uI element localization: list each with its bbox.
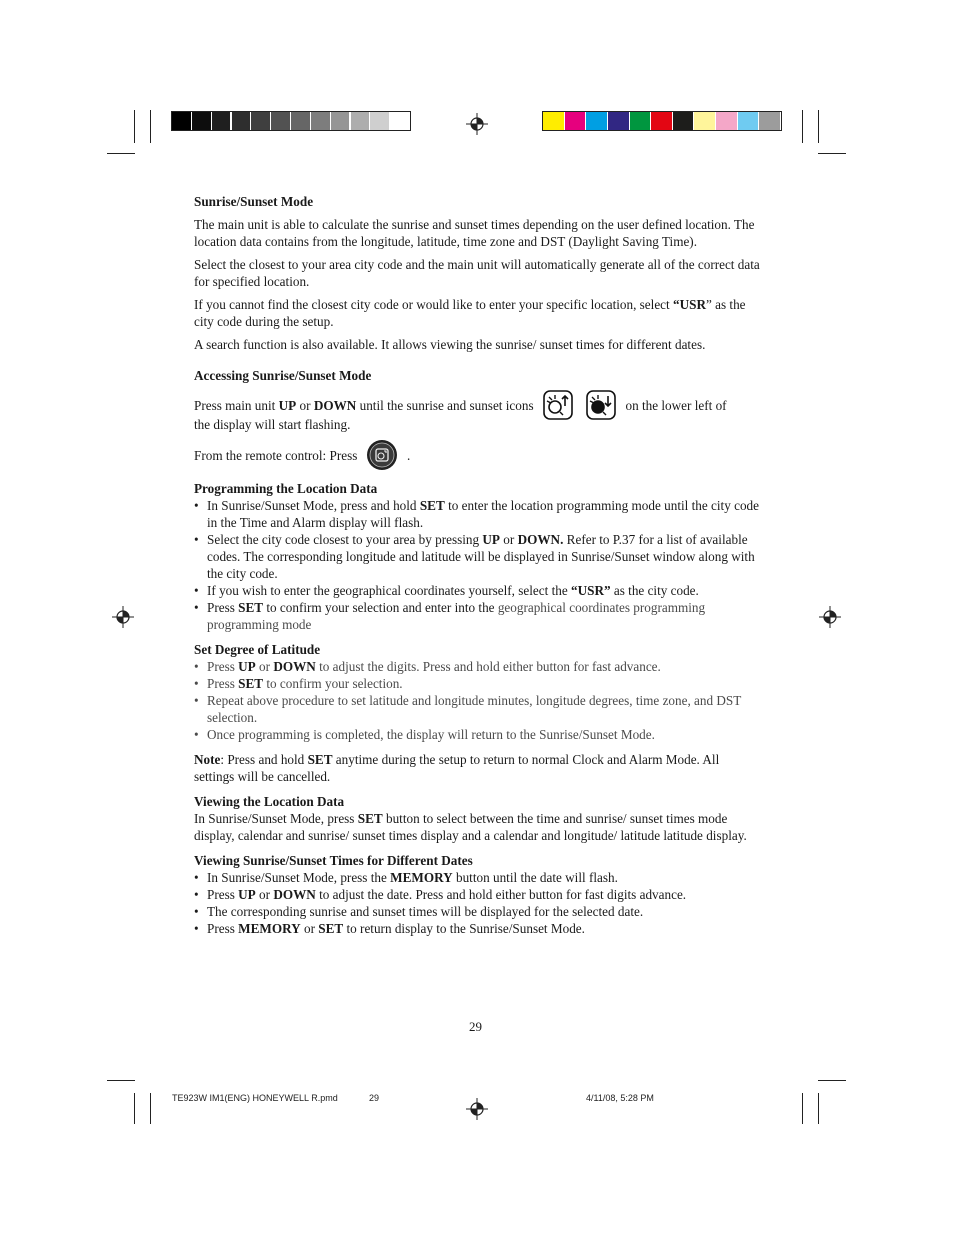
paragraph bbox=[194, 390, 760, 416]
text: geographical coordinates programming programming mode bbox=[207, 600, 706, 632]
text: Press main unit bbox=[194, 398, 279, 413]
bullet-list bbox=[194, 658, 760, 743]
crop-mark-br-h bbox=[818, 1080, 846, 1081]
list-item bbox=[194, 920, 760, 937]
bold-text: SET bbox=[238, 676, 264, 691]
crop-mark-bl-v2 bbox=[150, 1093, 151, 1124]
footer-filename: TE923W IM1(ENG) HONEYWELL R.pmd bbox=[172, 1093, 338, 1103]
text: Refer to P.37 for a list of available codes. The corresponding longitude and latitude will be displayed in Sunrise/Sunset window along with the city code. bbox=[207, 532, 755, 581]
text: Press bbox=[207, 600, 239, 615]
crop-mark-bl-h bbox=[107, 1080, 135, 1081]
calibration-swatch bbox=[212, 112, 231, 130]
list-item bbox=[194, 692, 760, 726]
footer-page: 29 bbox=[369, 1093, 380, 1103]
text: Press bbox=[207, 659, 239, 674]
registration-mark-top-icon bbox=[466, 113, 488, 135]
footer-date: 4/11/08, 5:28 PM bbox=[586, 1093, 654, 1103]
calibration-swatch bbox=[565, 112, 586, 130]
calibration-swatch bbox=[673, 112, 694, 130]
section-heading: Accessing Sunrise/Sunset Mode bbox=[194, 368, 372, 383]
paragraph: the display will start flashing. bbox=[194, 417, 351, 432]
bold-text: DOWN bbox=[273, 659, 316, 674]
list-item bbox=[194, 869, 760, 886]
crop-mark-tl-h bbox=[107, 153, 135, 154]
text: If you wish to enter the geographical coordinates yourself, select the bbox=[207, 583, 571, 598]
section-heading: Programming the Location Data bbox=[194, 481, 378, 496]
text: anytime during the setup to return to normal Clock and Alarm Mode. All settings will be cancelled. bbox=[194, 752, 720, 784]
text: to return display to the Sunrise/Sunset Mode. bbox=[343, 921, 585, 936]
calibration-swatch bbox=[716, 112, 737, 130]
calibration-swatch bbox=[291, 112, 310, 130]
note-paragraph bbox=[194, 751, 760, 785]
crop-mark-tl-v1 bbox=[134, 110, 135, 143]
calibration-swatch bbox=[630, 112, 651, 130]
list-item bbox=[194, 497, 760, 531]
color-calibration-bar bbox=[542, 111, 782, 131]
text: to confirm your selection and enter into the bbox=[263, 600, 498, 615]
bold-text: SET bbox=[307, 752, 333, 767]
text: to confirm your selection. bbox=[263, 676, 403, 691]
calibration-swatch bbox=[172, 112, 191, 130]
calibration-swatch bbox=[251, 112, 270, 130]
section-heading: Sunrise/Sunset Mode bbox=[194, 194, 314, 209]
calibration-swatch bbox=[759, 112, 780, 130]
bold-text: MEMORY bbox=[238, 921, 301, 936]
list-item bbox=[194, 531, 760, 582]
calibration-swatch bbox=[651, 112, 672, 130]
list-item bbox=[194, 582, 760, 599]
calibration-swatch bbox=[390, 112, 409, 130]
calibration-swatch bbox=[351, 112, 370, 130]
text: button to select between the time and sunrise/ sunset times mode display, calendar and sunrise/ sunset times display and a calendar and longitude/ latitude latitude display. bbox=[194, 811, 747, 843]
registration-mark-right-icon bbox=[819, 606, 841, 628]
calibration-swatch bbox=[311, 112, 330, 130]
text: to adjust the digits. Press and hold either button for fast advance. bbox=[315, 659, 661, 674]
bold-text: MEMORY bbox=[390, 870, 453, 885]
crop-mark-bl-v1 bbox=[134, 1093, 135, 1124]
paragraph: A search function is also available. It allows viewing the sunrise/ sunset times for different dates. bbox=[194, 337, 706, 352]
crop-mark-br-v2 bbox=[818, 1093, 819, 1124]
bold-text: SET bbox=[357, 811, 383, 826]
bold-text: “USR” bbox=[571, 583, 611, 598]
sunset-icon bbox=[586, 390, 616, 420]
text: to enter the location programming mode until the city code in the Time and Alarm display will flash. bbox=[207, 498, 759, 530]
list-item bbox=[194, 658, 760, 675]
crop-mark-tr-h bbox=[818, 153, 846, 154]
calibration-swatch bbox=[694, 112, 715, 130]
list-item bbox=[194, 886, 760, 903]
list-item bbox=[194, 599, 760, 633]
text: Press bbox=[207, 676, 239, 691]
bold-text: DOWN bbox=[313, 398, 357, 413]
text: until the sunrise and sunset icons bbox=[356, 398, 534, 413]
calibration-swatch bbox=[608, 112, 629, 130]
text: as the city code. bbox=[610, 583, 699, 598]
registration-mark-left-icon bbox=[112, 606, 134, 628]
text: to adjust the date. Press and hold either button for fast digits advance. bbox=[315, 887, 687, 902]
section-heading: Viewing the Location Data bbox=[194, 794, 345, 809]
paragraph bbox=[194, 439, 760, 473]
text: Press bbox=[207, 921, 239, 936]
text: In Sunrise/Sunset Mode, press the bbox=[207, 870, 391, 885]
calibration-swatch bbox=[738, 112, 759, 130]
calibration-swatch bbox=[586, 112, 607, 130]
crop-mark-tl-v2 bbox=[150, 110, 151, 143]
bold-text: UP bbox=[238, 659, 256, 674]
list-item bbox=[194, 903, 760, 920]
crop-mark-tr-v2 bbox=[818, 110, 819, 143]
paragraph bbox=[194, 296, 760, 330]
registration-mark-bottom-icon bbox=[466, 1098, 488, 1120]
page-number: 29 bbox=[469, 1019, 482, 1034]
calibration-swatch bbox=[331, 112, 350, 130]
crop-mark-tr-v1 bbox=[802, 110, 803, 143]
calibration-swatch bbox=[543, 112, 564, 130]
text: From the remote control: Press bbox=[194, 448, 358, 463]
paragraph bbox=[194, 810, 760, 844]
paragraph: Select the closest to your area city code and the main unit will automatically generate all of the correct data for specified location. bbox=[194, 257, 760, 289]
bold-text: SET bbox=[419, 498, 445, 513]
bold-text: DOWN. bbox=[517, 532, 564, 547]
text: Select the city code closest to your area by pressing bbox=[207, 532, 483, 547]
bold-text: UP bbox=[238, 887, 256, 902]
text: Repeat above procedure to set latitude and longitude minutes, longitude degrees, time zone, and DST selection. bbox=[207, 693, 742, 725]
text: In Sunrise/Sunset Mode, press and hold bbox=[207, 498, 420, 513]
text: or bbox=[255, 659, 274, 674]
note-label: Note bbox=[194, 752, 221, 767]
bold-text: DOWN bbox=[273, 887, 316, 902]
text: or bbox=[296, 398, 314, 413]
text: If you cannot find the closest city code or would like to enter your specific location, select bbox=[194, 297, 673, 312]
crop-mark-br-v1 bbox=[802, 1093, 803, 1124]
paragraph: The main unit is able to calculate the sunrise and sunset times depending on the user defined location. The location data contains from the longitude, latitude, time zone and DST (Daylight Saving Time). bbox=[194, 217, 755, 249]
text: The corresponding sunrise and sunset times will be displayed for the selected date. bbox=[207, 904, 644, 919]
section-heading: Set Degree of Latitude bbox=[194, 642, 321, 657]
section-heading: Viewing Sunrise/Sunset Times for Different Dates bbox=[194, 853, 473, 868]
text: ” as the city code during the setup. bbox=[194, 297, 746, 329]
grayscale-calibration-bar bbox=[171, 111, 411, 131]
calibration-swatch bbox=[232, 112, 251, 130]
bold-text: UP bbox=[482, 532, 500, 547]
bold-text: SET bbox=[318, 921, 344, 936]
calibration-swatch bbox=[370, 112, 389, 130]
calibration-swatch bbox=[271, 112, 290, 130]
text: on the lower left of bbox=[625, 398, 727, 413]
list-item bbox=[194, 675, 760, 692]
manual-page-content bbox=[194, 193, 760, 937]
bullet-list bbox=[194, 497, 760, 633]
text: In Sunrise/Sunset Mode, press bbox=[194, 811, 358, 826]
text: Once programming is completed, the display will return to the Sunrise/Sunset Mode. bbox=[207, 727, 655, 742]
text: or bbox=[300, 921, 319, 936]
text: or bbox=[499, 532, 518, 547]
list-item bbox=[194, 726, 760, 743]
bold-text: “USR bbox=[673, 297, 706, 312]
text: button until the date will flash. bbox=[452, 870, 618, 885]
bold-text: SET bbox=[238, 600, 264, 615]
text: or bbox=[255, 887, 274, 902]
calibration-swatch bbox=[192, 112, 211, 130]
remote-sun-button-icon bbox=[366, 439, 398, 471]
bullet-list bbox=[194, 869, 760, 937]
text: Press bbox=[207, 887, 239, 902]
sunrise-icon bbox=[543, 390, 573, 420]
text: . bbox=[406, 448, 411, 463]
bold-text: UP bbox=[278, 398, 297, 413]
text: : Press and hold bbox=[220, 752, 308, 767]
